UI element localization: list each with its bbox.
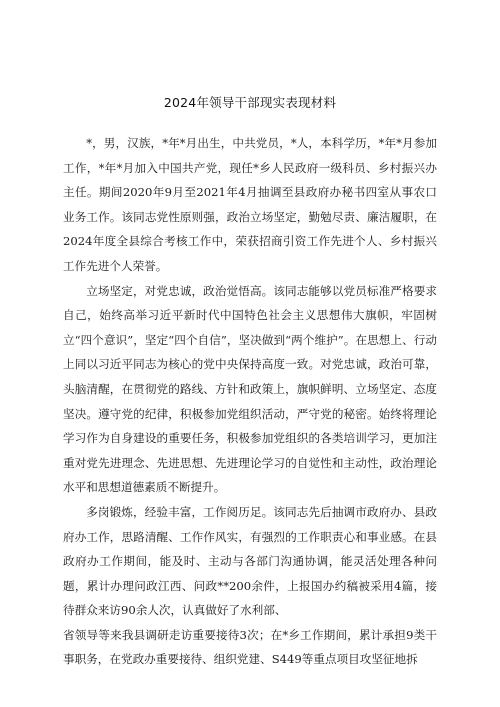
document-body [63,131,437,672]
document-title: 2024年领导干部现实表现材料 [163,95,337,110]
paragraph-work-experience: 多岗锻炼，经验丰富，工作阅历足。该同志先后抽调市政府办、县政府办工作，思路清醒、工作作风实，有强烈的工作职责心和事业感。在县政府办工作期间，能及时、主动与各部门沟通协调，能灵活处理各种问题，累计办理问政江西、问政**200余件，上报国办约稿被采用4篇，接待群众来访90余人次，认真做好了水利部、 [63,504,437,618]
paragraph-basic-info: *，男，汉族，*年*月出生，中共党员，*人，本科学历，*年*月参加工作，*年*月加入中国共产党，现任*乡人民政府一级科员、乡村振兴办主任。期间2020年9月至2021年4月抽调至县政府办秘书四室从事农口业务工作。该同志党性原则强，政治立场坚定，勤勉尽责、廉洁履职，在2024年度全县综合考核工作中，荣获招商引资工作先进个人、乡村振兴工作先进个人荣誉。 [63,136,437,273]
paragraph-continuation: 省领导等来我县调研走访重要接待3次；在*乡工作期间，累计承担9类干事职务，在党政办重要接待、组织党建、S449等重点项目攻坚征地拆 [63,627,437,667]
paragraph-political-stance: 立场坚定，对党忠诚，政治觉悟高。该同志能够以党员标准严格要求自己，始终高举习近平新时代中国特色社会主义思想伟大旗帜，牢固树立“四个意识”，坚定“四个自信”，坚决做到“两个维护”。在思想上、行动上同以习近平同志为核心的党中央保持高度一致。对党忠诚，政治可靠，头脑清醒，在贯彻党的路线、方针和政策上，旗帜鲜明、立场坚定、态度坚决。遵守党的纪律，积极参加党组织活动，严守党的秘密。始终将理论学习作为自身建设的重要任务，积极参加党组织的各类培训学习，更加注重对党先进理念、先进思想、先进理论学习的自觉性和主动性，政治理论水平和思想道德素质不断提升。 [63,283,437,495]
